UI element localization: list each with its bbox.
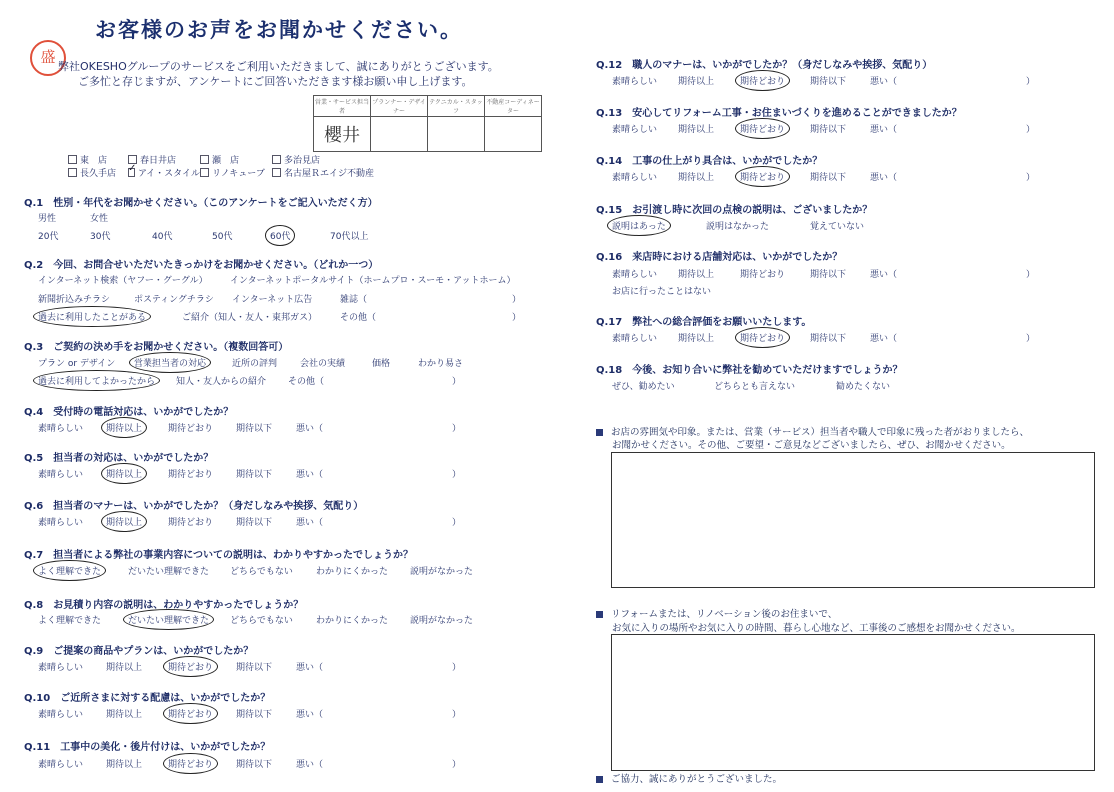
q14-option[interactable]: 期待以下 <box>810 173 847 183</box>
q14-option[interactable]: 期待以上 <box>678 173 715 183</box>
q18-option[interactable]: 勧めたくない <box>836 382 891 392</box>
q17-option[interactable]: 悪い（ <box>870 334 898 344</box>
q15-option[interactable]: 覚えていない <box>810 222 865 232</box>
q2-option[interactable]: 雑誌（ <box>340 295 368 305</box>
q4-option-selected[interactable]: 期待以上 <box>106 421 142 434</box>
comment-prompt-2: リフォームまたは、リノベーション後のお住まいで、 <box>596 606 837 620</box>
staff-header-technical: テクニカル・スタッフ <box>428 96 485 117</box>
q3-option[interactable]: 知人・友人からの紹介 <box>176 377 267 387</box>
q5-option[interactable]: 期待以下 <box>236 470 273 480</box>
q7-option[interactable]: わかりにくかった <box>316 567 389 577</box>
q11-option[interactable]: 期待以下 <box>236 760 273 770</box>
q1-option[interactable]: 20代 <box>38 232 59 242</box>
q1-heading <box>24 194 384 210</box>
q5-option[interactable]: ） <box>452 470 462 480</box>
q8-heading-text: Q.8 お見積り内容の説明は、わかりやすかったでしょうか？ <box>24 600 304 611</box>
q10-heading <box>24 689 276 705</box>
store-option[interactable] <box>272 166 382 179</box>
q13-option[interactable]: 素晴らしい <box>612 125 658 135</box>
store-option[interactable] <box>128 166 200 179</box>
q11-option[interactable]: 悪い（ <box>296 760 324 770</box>
q7-heading <box>24 546 419 562</box>
q16-heading-text: Q.16 来店時における店舗対応は、いかがでしたか？ <box>596 252 843 263</box>
q16-option[interactable]: 期待どおり <box>740 270 786 280</box>
store-option[interactable] <box>128 153 200 166</box>
staff-table <box>313 95 542 152</box>
q6-option[interactable]: ） <box>452 518 462 528</box>
q17-heading <box>596 313 817 329</box>
q2-option[interactable]: インターネットポータルサイト（ホームプロ・スーモ・アットホーム） <box>230 276 516 286</box>
q18-option[interactable]: ぜひ、勧めたい <box>612 382 675 392</box>
q6-heading <box>24 497 369 513</box>
company-seal-icon: 盛 <box>30 40 66 76</box>
comment-prompt-1: お店の雰囲気や印象。または、営業（サービス）担当者や職人で印象に残った者がおりましたら、 <box>596 424 1029 438</box>
q18-option[interactable]: どちらとも言えない <box>714 382 796 392</box>
q6-option[interactable]: 期待どおり <box>168 518 214 528</box>
q3-option[interactable]: 価格 <box>372 359 391 369</box>
q15-heading-text: Q.15 お引渡し時に次回の点検の説明は、ございましたか？ <box>596 205 873 216</box>
q5-heading-text: Q.5 担当者の対応は、いかがでしたか？ <box>24 453 214 464</box>
store-option[interactable] <box>68 166 128 179</box>
q9-option[interactable]: 素晴らしい <box>38 663 84 673</box>
q7-option[interactable]: どちらでもない <box>230 567 293 577</box>
store-option[interactable] <box>200 153 272 166</box>
q8-option-selected[interactable]: だいたい理解できた <box>128 613 209 626</box>
q13-option[interactable]: 悪い（ <box>870 125 898 135</box>
checkbox-icon[interactable] <box>68 168 77 177</box>
staff-entry-realestate[interactable] <box>485 117 542 152</box>
comment-box-2[interactable] <box>611 634 1095 771</box>
q18-heading <box>596 361 909 377</box>
q3-option[interactable]: ） <box>452 377 462 387</box>
store-checklist <box>68 153 382 179</box>
q2-heading-text: Q.2 今回、お問合せいただいたきっかけをお聞かせください。（どれか一つ） <box>24 260 379 271</box>
q13-option[interactable]: 期待以下 <box>810 125 847 135</box>
square-bullet-icon <box>596 611 603 618</box>
q16-option[interactable]: 期待以下 <box>810 270 847 280</box>
q14-option[interactable]: 素晴らしい <box>612 173 658 183</box>
q2-option[interactable]: ポスティングチラシ <box>134 295 214 305</box>
q12-option[interactable]: 期待以上 <box>678 77 715 87</box>
q16-option[interactable]: お店に行ったことはない <box>612 287 712 297</box>
q11-option[interactable]: 期待以上 <box>106 760 143 770</box>
staff-header-realestate: 不動産コーディネーター <box>485 96 542 117</box>
q15-option-selected[interactable]: 説明はあった <box>612 219 666 232</box>
q14-option-selected[interactable]: 期待どおり <box>740 170 785 183</box>
q3-option-selected[interactable]: 営業担当者の対応 <box>134 356 206 369</box>
q6-option[interactable]: 悪い（ <box>296 518 324 528</box>
q3-heading-text: Q.3 ご契約の決め手をお聞かせください。（複数回答可） <box>24 342 289 353</box>
footer-thanks: ご協力、誠にありがとうございました。 <box>596 771 782 785</box>
q9-option[interactable]: 期待以下 <box>236 663 273 673</box>
q1-option[interactable]: 40代 <box>152 232 173 242</box>
q16-option[interactable]: 悪い（ <box>870 270 898 280</box>
checkbox-icon[interactable] <box>200 168 209 177</box>
q13-option[interactable]: 期待以上 <box>678 125 715 135</box>
q9-option-selected[interactable]: 期待どおり <box>168 660 213 673</box>
q10-option[interactable]: ） <box>452 710 462 720</box>
q10-option-selected[interactable]: 期待どおり <box>168 707 213 720</box>
q2-option[interactable]: その他（ <box>340 313 377 323</box>
comment-box-1[interactable] <box>611 452 1095 588</box>
q7-option[interactable]: だいたい理解できた <box>128 567 210 577</box>
q1-option[interactable]: 女性 <box>90 214 109 224</box>
q3-option-selected[interactable]: 過去に利用してよかったから <box>38 374 155 387</box>
q9-option[interactable]: ） <box>452 663 462 673</box>
q4-option[interactable]: 悪い（ <box>296 424 324 434</box>
q8-option[interactable]: 説明がなかった <box>410 616 474 626</box>
q8-option[interactable]: どちらでもない <box>230 616 293 626</box>
q12-option[interactable]: ） <box>1026 77 1036 87</box>
q9-option[interactable]: 期待以上 <box>106 663 143 673</box>
q14-option[interactable]: ） <box>1026 173 1036 183</box>
q9-heading <box>24 642 259 658</box>
checkbox-icon[interactable] <box>68 155 77 164</box>
q8-option[interactable]: よく理解できた <box>38 616 102 626</box>
q3-option[interactable]: その他（ <box>288 377 325 387</box>
q12-option[interactable]: 素晴らしい <box>612 77 658 87</box>
q4-option[interactable]: 期待以下 <box>236 424 273 434</box>
square-bullet-icon <box>596 429 603 436</box>
q16-heading <box>596 248 848 264</box>
q17-option[interactable]: 素晴らしい <box>612 334 658 344</box>
staff-entry-technical[interactable] <box>428 117 485 152</box>
q13-heading-text: Q.13 安心してリフォーム工事・お住まいづくりを進めることができましたか？ <box>596 108 962 119</box>
q4-heading-text: Q.4 受付時の電話対応は、いかがでしたか？ <box>24 407 234 418</box>
q10-option[interactable]: 悪い（ <box>296 710 324 720</box>
q2-heading <box>24 256 384 272</box>
q5-option[interactable]: 期待どおり <box>168 470 214 480</box>
staff-entry-planner[interactable] <box>371 117 428 152</box>
q14-option[interactable]: 悪い（ <box>870 173 898 183</box>
q8-option[interactable]: わかりにくかった <box>316 616 389 626</box>
q2-option[interactable]: インターネット検索（ヤフー・グーグル） <box>38 276 208 286</box>
q9-heading-text: Q.9 ご提案の商品やプランは、いかがでしたか？ <box>24 646 254 657</box>
q4-option[interactable]: ） <box>452 424 462 434</box>
checkbox-icon[interactable] <box>200 155 209 164</box>
q11-option-selected[interactable]: 期待どおり <box>168 757 213 770</box>
q13-option[interactable]: ） <box>1026 125 1036 135</box>
q6-option[interactable]: 期待以下 <box>236 518 273 528</box>
q17-option[interactable]: 期待以下 <box>810 334 847 344</box>
q3-option[interactable]: プラン or デザイン <box>38 359 116 369</box>
q10-option[interactable]: 期待以上 <box>106 710 143 720</box>
store-label: 名古屋Ｒエイジ不動産 <box>284 169 375 179</box>
q10-option[interactable]: 期待以下 <box>236 710 273 720</box>
q18-heading-text: Q.18 今後、お知り合いに弊社を勧めていただけますでしょうか？ <box>596 365 903 376</box>
staff-entry-sales[interactable]: 櫻井 <box>314 117 371 152</box>
q1-option[interactable]: 男性 <box>38 214 57 224</box>
q7-option[interactable]: 説明がなかった <box>410 567 474 577</box>
q1-option[interactable]: 50代 <box>212 232 233 242</box>
store-label: 長久手店 <box>80 169 117 179</box>
intro-line-2: ご多忙と存じますが、アンケートにご回答いただきます様お願い申し上げます。 <box>78 75 473 88</box>
store-option[interactable] <box>272 153 382 166</box>
q14-heading <box>596 152 828 168</box>
q5-option[interactable]: 悪い（ <box>296 470 324 480</box>
q15-option[interactable]: 説明はなかった <box>706 222 770 232</box>
q2-option[interactable]: 新聞折込みチラシ <box>38 295 111 305</box>
q2-option[interactable]: ） <box>512 295 522 305</box>
q17-option[interactable]: 期待以上 <box>678 334 715 344</box>
store-option[interactable] <box>200 166 272 179</box>
checked-box-icon[interactable] <box>128 168 135 177</box>
comment-prompt-2-line-2: お気に入りの場所やお気に入りの時間、暮らし心地など、工事後のご感想をお聞かせください。 <box>612 623 1021 634</box>
q17-option[interactable]: ） <box>1026 334 1036 344</box>
q6-option[interactable]: 素晴らしい <box>38 518 84 528</box>
staff-header-sales: 営業・サービス担当者 <box>314 96 371 117</box>
q13-heading <box>596 104 968 120</box>
q10-heading-text: Q.10 ご近所さまに対する配慮は、いかがでしたか？ <box>24 693 271 704</box>
checkbox-icon[interactable] <box>272 168 281 177</box>
q12-option[interactable]: 悪い（ <box>870 77 898 87</box>
q9-option[interactable]: 悪い（ <box>296 663 324 673</box>
store-label: 東 店 <box>80 156 108 166</box>
q12-heading-text: Q.12 職人のマナーは、いかがでしたか？（身だしなみや挨拶、気配り） <box>596 60 933 71</box>
q3-option[interactable]: 近所の評判 <box>232 359 278 369</box>
q1-option[interactable]: 30代 <box>90 232 111 242</box>
intro-line-1: 弊社OKESHOグループのサービスをご利用いただきまして、誠にありがとうございます。 <box>58 60 499 73</box>
store-option[interactable] <box>68 153 128 166</box>
q16-option[interactable]: ） <box>1026 270 1036 280</box>
q16-option[interactable]: 素晴らしい <box>612 270 658 280</box>
q11-option[interactable]: 素晴らしい <box>38 760 84 770</box>
q4-option[interactable]: 素晴らしい <box>38 424 84 434</box>
q11-heading <box>24 738 276 754</box>
q6-heading-text: Q.6 担当者のマナーは、いかがでしたか？（身だしなみや挨拶、気配り） <box>24 501 364 512</box>
q1-option-selected[interactable]: 60代 <box>270 229 290 242</box>
q13-option-selected[interactable]: 期待どおり <box>740 122 785 135</box>
store-label: 瀬 店 <box>212 156 240 166</box>
q17-heading-text: Q.17 弊社への総合評価をお願いいたします。 <box>596 317 812 328</box>
q4-option[interactable]: 期待どおり <box>168 424 214 434</box>
q11-option[interactable]: ） <box>452 760 462 770</box>
q3-option[interactable]: 会社の実績 <box>300 359 346 369</box>
q14-heading-text: Q.14 工事の仕上がり具合は、いかがでしたか？ <box>596 156 823 167</box>
q7-option-selected[interactable]: よく理解できた <box>38 564 101 577</box>
q1-heading-text: Q.1 性別・年代をお聞かせください。（このアンケートをご記入いただく方） <box>24 198 378 209</box>
q6-option-selected[interactable]: 期待以上 <box>106 515 142 528</box>
square-bullet-icon <box>596 776 603 783</box>
q10-option[interactable]: 素晴らしい <box>38 710 84 720</box>
q17-option-selected[interactable]: 期待どおり <box>740 331 785 344</box>
staff-header-planner: プランナー・デザイナー <box>371 96 428 117</box>
q11-heading-text: Q.11 工事中の美化・後片付けは、いかがでしたか？ <box>24 742 271 753</box>
store-label: アイ・スタイル <box>137 169 200 179</box>
q2-option[interactable]: ご紹介（知人・友人・東邦ガス） <box>182 313 318 323</box>
q3-option[interactable]: わかり易さ <box>418 359 464 369</box>
store-label: リノキューブ <box>212 169 265 179</box>
q16-option[interactable]: 期待以上 <box>678 270 715 280</box>
q2-option-selected[interactable]: 過去に利用したことがある <box>38 310 146 323</box>
q12-option[interactable]: 期待以下 <box>810 77 847 87</box>
q2-option[interactable]: ） <box>512 313 522 323</box>
comment-prompt-1-line-2: お聞かせください。その他、ご要望・ご意見などございましたら、ぜひ、お聞かせください。 <box>612 440 1011 451</box>
q7-heading-text: Q.7 担当者による弊社の事業内容についての説明は、わかりやすかったでしょうか？ <box>24 550 414 561</box>
q1-option[interactable]: 70代以上 <box>330 232 369 242</box>
page-title: お客様のお声をお聞かせください。 <box>95 18 463 42</box>
store-label: 多治見店 <box>284 156 321 166</box>
q5-option[interactable]: 素晴らしい <box>38 470 84 480</box>
store-label: 春日井店 <box>140 156 177 166</box>
checkbox-icon[interactable] <box>272 155 281 164</box>
q12-option-selected[interactable]: 期待どおり <box>740 74 785 87</box>
q5-option-selected[interactable]: 期待以上 <box>106 467 142 480</box>
q2-option[interactable]: インターネット広告 <box>232 295 313 305</box>
